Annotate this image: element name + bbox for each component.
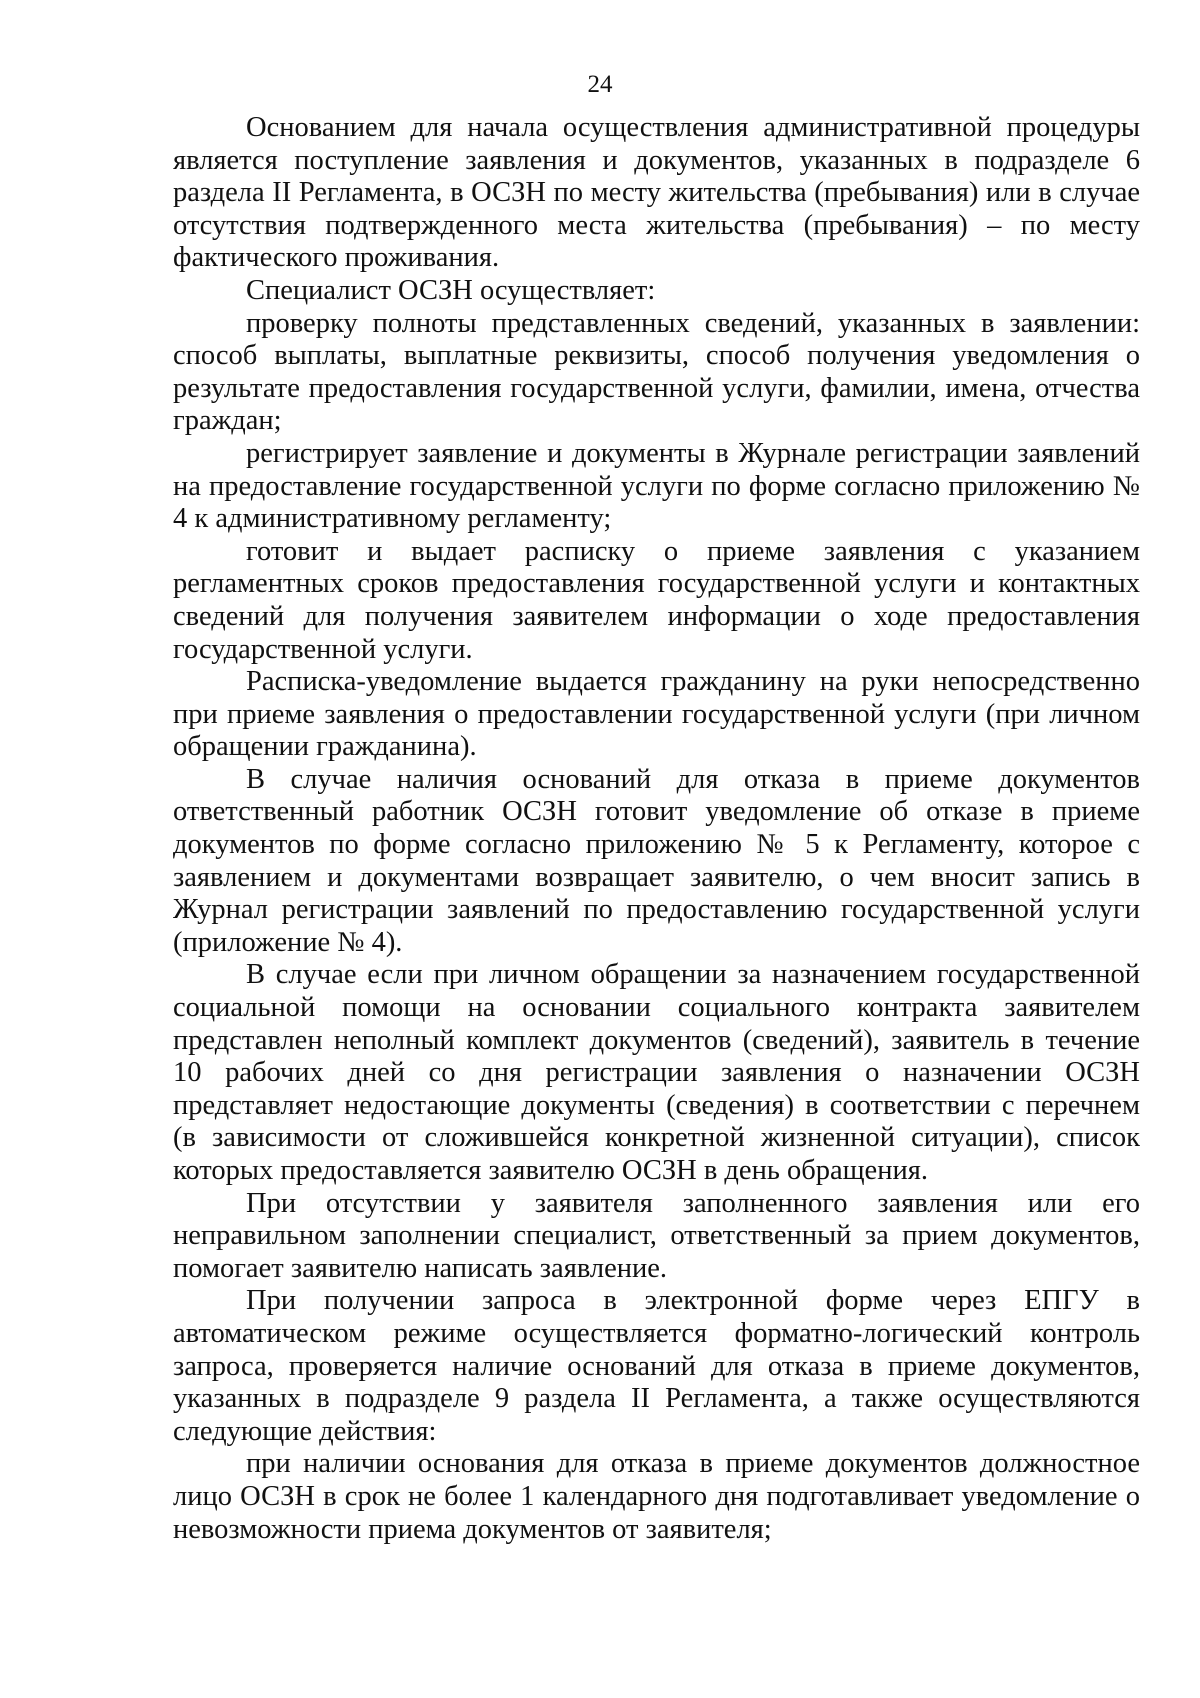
page-number: 24 bbox=[587, 71, 613, 98]
paragraph-electronic-request: При получении запроса в электронной форме через ЕПГУ в автоматическом режиме осуществляется форматно-логический контроль запроса, проверяется наличие оснований для отказа в приеме документов, указанных в подразделе 9 раздела II Регламента, а также осуществляются следующие действия: bbox=[173, 1285, 1140, 1447]
paragraph-registration: регистрирует заявление и документы в Журнале регистрации заявлений на предоставление государственной услуги по форме согласно приложению № 4 к административному регламенту; bbox=[173, 437, 1140, 535]
paragraph-incomplete-documents: В случае если при личном обращении за назначением государственной социальной помощи на основании социального контракта заявителем представлен неполный комплект документов (сведений), заявитель в течение 10 рабочих дней со дня регистрации заявления о назначении ОСЗН представляет недостающие документы (сведения) в соответствии с перечнем (в зависимости от сложившейся конкретной жизненной ситуации), список которых предоставляется заявителю ОСЗН в день обращения. bbox=[173, 959, 1140, 1186]
paragraph-specialist-performs: Специалист ОСЗН осуществляет: bbox=[246, 274, 656, 306]
paragraph-basis: Основанием для начала осуществления административной процедуры является поступление заявления и документов, указанных в подразделе 6 раздела II Регламента, в ОСЗН по месту жительства (пребывания) или в случае отсутствия подтвержденного места жительства (пребывания) – по месту фактического проживания. bbox=[173, 112, 1140, 274]
paragraph-receipt-notice: Расписка-уведомление выдается гражданину на руки непосредственно при приеме заявления о предоставлении государственной услуги (при личном обращении гражданина). bbox=[173, 666, 1140, 763]
document-body bbox=[173, 112, 1140, 1546]
paragraph-completeness-check: проверку полноты представленных сведений, указанных в заявлении: способ выплаты, выплатные реквизиты, способ получения уведомления о результате предоставления государственной услуги, фамилии, имена, отчества граждан; bbox=[173, 307, 1140, 437]
paragraph-refusal: В случае наличия оснований для отказа в приеме документов ответственный работник ОСЗН готовит уведомление об отказе в приеме документов по форме согласно приложению № 5 к Регламенту, которое с заявлением и документами возвращает заявителю, о чем вносит запись в Журнал регистрации заявлений по предоставлению государственной услуги (приложение № 4). bbox=[173, 763, 1140, 958]
paragraph-refusal-notice: при наличии основания для отказа в приеме документов должностное лицо ОСЗН в срок не более 1 календарного дня подготавливает уведомление о невозможности приема документов от заявителя; bbox=[173, 1448, 1140, 1545]
paragraph-application-help: При отсутствии у заявителя заполненного заявления или его неправильном заполнении специалист, ответственный за прием документов, помогает заявителю написать заявление. bbox=[173, 1187, 1140, 1284]
paragraph-receipt: готовит и выдает расписку о приеме заявления с указанием регламентных сроков предоставления государственной услуги и контактных сведений для получения заявителем информации о ходе предоставления государственной услуги. bbox=[173, 535, 1140, 665]
